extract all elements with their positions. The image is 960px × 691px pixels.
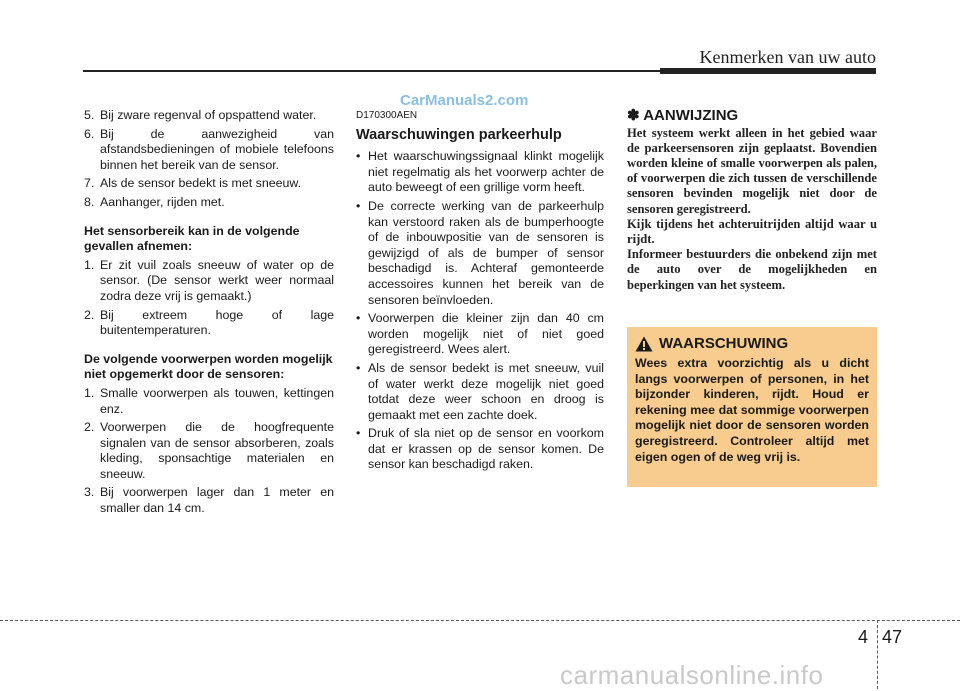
bullet-text: De correcte werking van de parkeerhulp kan verstoord raken als de bumperhoogte of de inbouwpositie van de sensoren is gewijzigd of als de bumper of sensor beschadigd is. Achteraf gemonteerde accessoires kunnen het bereik van de sensoren beïnvloeden. <box>368 198 604 307</box>
list-item-text: Bij zware regenval of opspattend water. <box>100 108 317 122</box>
section-code: D170300AEN <box>356 110 418 121</box>
list-item-number: 2. <box>84 420 95 435</box>
list-item <box>84 485 334 516</box>
note-text: Het systeem werkt alleen in het gebied waar de parkeersensoren zijn geplaatst. Bovendien worden kleine of smalle voorwerpen als palen, of voorwerpen die zich tussen de verschillende sensoren bevinden mogelijk niet door de sensoren geregistreerd. <box>627 125 877 216</box>
list-item <box>84 420 334 482</box>
list-item <box>84 176 334 192</box>
list-item-number: 7. <box>84 176 95 191</box>
bullet-icon: • <box>356 198 361 213</box>
watermark-bottom[interactable]: carmanualsonline.info <box>560 660 824 690</box>
note-text-2: Kijk tijdens het achteruitrijden altijd waar u rijdt. <box>627 216 877 247</box>
warning-title: WAARSCHUWING <box>659 335 789 352</box>
list-item <box>84 308 334 339</box>
bullet-item <box>356 426 604 473</box>
bullet-item <box>356 361 604 423</box>
warning-triangle-icon <box>635 336 653 352</box>
note-title: AANWIJZING <box>643 107 739 124</box>
column-1 <box>84 108 334 520</box>
note-block <box>627 108 877 293</box>
heading-undetected-objects: De volgende voorwerpen worden mogelijk niet opgemerkt door de sensoren: <box>84 351 333 382</box>
bullet-icon: • <box>356 311 361 326</box>
list-item-number: 6. <box>84 126 95 141</box>
list-item-text: Voorwerpen die de hoogfrequente signalen van de sensor absorberen, zoals kleding, sponsachtige materialen en sneeuw. <box>100 420 334 481</box>
list-item-text: Als de sensor bedekt is met sneeuw. <box>100 176 302 191</box>
list-item-text: Bij de aanwezigheid van afstandsbedieningen of mobiele telefoons binnen het bereik van de sensor. <box>100 126 334 172</box>
list-item-text: Bij extreem hoge of lage buitentemperaturen. <box>100 307 334 338</box>
bullet-item <box>356 199 604 308</box>
bullet-text: Voorwerpen die kleiner zijn dan 40 cm worden mogelijk niet of niet goed geregistreerd. Wees alert. <box>368 311 604 357</box>
list-item-number: 3. <box>84 485 95 500</box>
bullet-icon: • <box>356 149 361 164</box>
column-2 <box>356 108 604 476</box>
warning-box <box>627 327 877 487</box>
list-item-number: 1. <box>84 385 95 400</box>
list-item <box>84 195 334 211</box>
note-asterisk-icon: ✽ <box>627 107 640 124</box>
warning-heading <box>635 335 869 352</box>
list-item-text: Er zit vuil zoals sneeuw of water op de sensor. (De sensor werkt weer normaal zodra deze vrij is gemaakt.) <box>100 257 334 303</box>
note-text-3: Informeer bestuurders die onbekend zijn met de auto over de mogelijkheden en beperkingen van het systeem. <box>627 247 877 292</box>
list-item <box>84 258 334 305</box>
page-header-title: Kenmerken van uw auto <box>699 47 876 67</box>
bullet-text: Het waarschuwingssignaal klinkt mogelijk niet regelmatig als het voorwerp achter de auto beweegt of een grillige vorm heeft. <box>368 149 604 195</box>
list-item-text: Bij voorwerpen lager dan 1 meter en smaller dan 14 cm. <box>100 485 334 516</box>
section-title: Waarschuwingen parkeerhulp <box>356 126 562 143</box>
bullet-text: Als de sensor bedekt is met sneeuw, vuil of water werkt deze mogelijk niet goed totdat deze weer schoon en droog is gemaakt met een zachte doek. <box>368 360 604 422</box>
warning-text: Wees extra voorzichtig als u dicht langs voorwerpen of personen, in het bijzonder kinderen, rijdt. Houd er rekening mee dat sommige voorwerpen mogelijk niet door de sensoren worden geregistreerd. Controleer altijd met eigen ogen of de weg vrij is. <box>635 356 869 464</box>
heading-sensor-range: Het sensorbereik kan in de volgende gevallen afnemen: <box>84 223 300 254</box>
bullet-icon: • <box>356 360 361 375</box>
bullet-item <box>356 149 604 196</box>
page-number: 47 <box>882 627 903 647</box>
bullet-text: Druk of sla niet op de sensor en voorkom dat er krassen op de sensor komen. De sensor kan beschadigd raken. <box>368 426 604 472</box>
footer-rule <box>0 620 960 621</box>
list-item <box>84 127 334 174</box>
list-item-number: 5. <box>84 108 95 122</box>
list-item <box>84 108 334 124</box>
bullet-icon: • <box>356 426 361 441</box>
list-item-number: 8. <box>84 194 95 209</box>
note-heading <box>627 108 877 124</box>
list-item-text: Aanhanger, rijden met. <box>100 194 225 209</box>
list-item <box>84 386 334 417</box>
list-item-number: 2. <box>84 307 95 322</box>
list-item-text: Smalle voorwerpen als touwen, kettingen enz. <box>100 385 334 416</box>
list-item-number: 1. <box>84 257 95 272</box>
watermark-top[interactable]: CarManuals2.com <box>400 92 529 109</box>
bullet-item <box>356 311 604 358</box>
chapter-number: 4 <box>858 627 869 647</box>
header-tab-bar <box>660 68 876 74</box>
footer-divider <box>877 620 878 689</box>
